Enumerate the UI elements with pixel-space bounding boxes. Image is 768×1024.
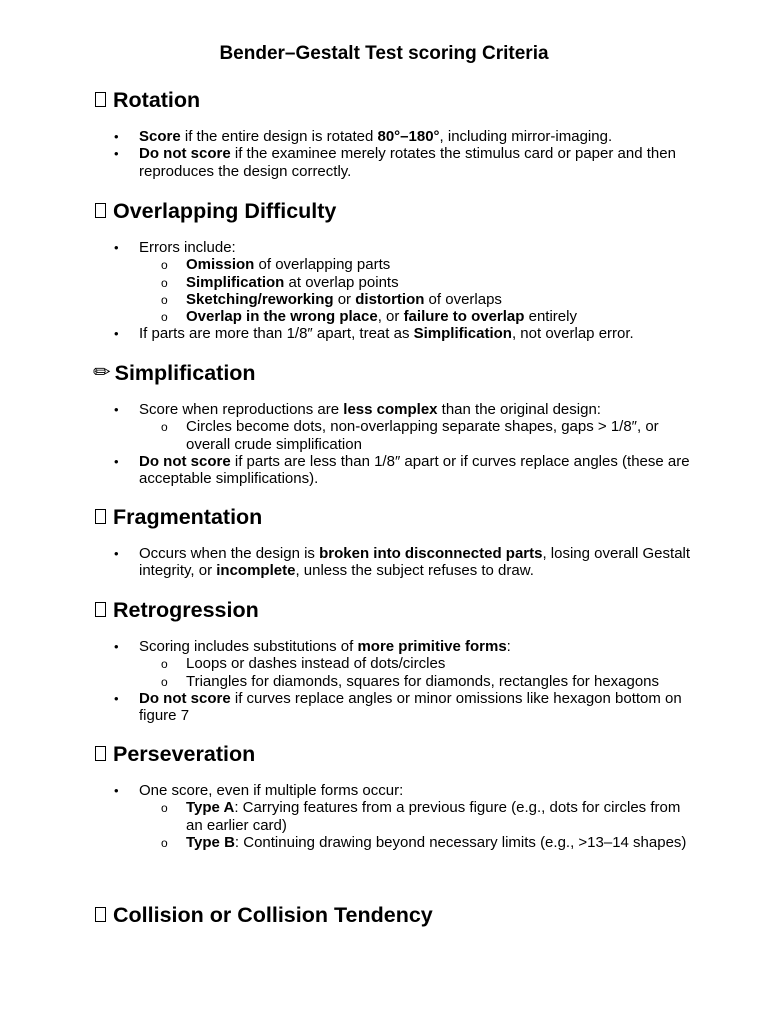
section-heading-text: Overlapping Difficulty — [113, 199, 337, 223]
section-heading — [93, 741, 693, 767]
text: : — [506, 638, 511, 655]
bullet-list — [93, 128, 693, 180]
text: of overlapping parts — [254, 256, 391, 274]
text: : Continuing drawing beyond necessary limits (e.g., >13–14 shapes) — [234, 833, 687, 851]
section-rotation — [93, 87, 693, 180]
bold-text: broken into disconnected parts — [319, 545, 543, 562]
list-item — [93, 128, 693, 145]
sub-list-item — [139, 799, 693, 834]
list-item — [93, 145, 693, 180]
bold-text: Type A — [186, 799, 235, 817]
sub-list-item — [139, 274, 693, 291]
missing-glyph-icon — [95, 92, 106, 107]
section-heading — [93, 504, 693, 530]
text: Score when reproductions are — [139, 401, 344, 418]
sub-list-item — [139, 673, 693, 690]
text: if the entire design is rotated — [180, 128, 378, 145]
text: or — [333, 290, 356, 308]
text: , including mirror-imaging. — [439, 128, 613, 145]
list-item — [93, 782, 693, 851]
bold-text: Omission — [186, 256, 255, 274]
text: , not overlap error. — [511, 325, 634, 343]
sub-bullet-list — [139, 418, 693, 453]
bold-text: Simplification — [413, 325, 512, 343]
missing-glyph-icon — [95, 509, 106, 524]
text: , losing overall Gestalt integrity, or — [139, 545, 691, 580]
text: than the original design: — [437, 401, 601, 418]
bold-text: Simplification — [186, 273, 285, 291]
text: , or — [377, 308, 404, 326]
list-item — [93, 401, 693, 453]
bold-text: Score — [139, 128, 181, 145]
section-heading-text: Collision or Collision Tendency — [113, 903, 433, 927]
pencil-icon: ✏ — [93, 361, 111, 384]
text: Scoring includes substitutions of — [139, 638, 358, 655]
section-heading-text: Retrogression — [113, 598, 259, 622]
missing-glyph-icon — [95, 907, 106, 922]
bold-text: Do not score — [139, 689, 231, 707]
text: Circles become dots, non-overlapping separate shapes, gaps > 1/8″, or overall crude simplification — [186, 418, 659, 453]
list-item — [93, 545, 693, 580]
section-heading — [93, 198, 693, 224]
text: if the examinee merely rotates the stimulus card or paper and then reproduces the design correctly. — [139, 145, 676, 180]
section-heading — [93, 360, 693, 386]
section-heading-text: Simplification — [114, 361, 256, 385]
text: entirely — [524, 308, 577, 326]
bold-text: incomplete — [216, 562, 296, 580]
text: Loops or dashes instead of dots/circles — [186, 655, 446, 673]
text: if curves replace angles or minor omissions like hexagon bottom on figure 7 — [139, 689, 682, 725]
text: if parts are less than 1/8″ apart or if curves replace angles (these are acceptable simplifications). — [139, 452, 690, 488]
text: of overlaps — [424, 290, 502, 308]
sub-list-item — [139, 291, 693, 308]
sub-bullet-list — [139, 256, 693, 325]
list-item — [93, 325, 693, 342]
sub-list-item — [139, 308, 693, 325]
bullet-list — [93, 782, 693, 851]
bullet-list — [93, 638, 693, 724]
missing-glyph-icon — [95, 602, 106, 617]
bullet-list — [93, 239, 693, 343]
sub-list-item — [139, 256, 693, 273]
missing-glyph-icon — [95, 203, 106, 218]
section-overlapping-difficulty — [93, 198, 693, 343]
text: If parts are more than 1/8″ apart, treat as — [139, 325, 414, 343]
list-item — [93, 453, 693, 488]
section-heading — [93, 597, 693, 623]
bold-text: distortion — [355, 290, 425, 308]
text: at overlap points — [284, 273, 399, 291]
text: Occurs when the design is — [139, 545, 320, 562]
sub-list-item — [139, 655, 693, 672]
section-retrogression — [93, 597, 693, 724]
list-item — [93, 638, 693, 690]
text: Errors include: — [139, 239, 236, 256]
list-item — [93, 690, 693, 725]
section-fragmentation — [93, 504, 693, 580]
bold-text: less complex — [343, 401, 438, 418]
sub-bullet-list — [139, 655, 693, 690]
bullet-list — [93, 545, 693, 580]
sub-list-item — [139, 834, 693, 851]
bold-text: Overlap in the wrong place — [186, 308, 378, 326]
sub-list-item — [139, 418, 693, 453]
bold-text: Do not score — [139, 452, 231, 470]
section-perseveration — [93, 741, 693, 851]
text: One score, even if multiple forms occur: — [139, 782, 404, 799]
section-heading-text: Perseveration — [113, 742, 256, 766]
section-heading — [93, 902, 693, 928]
section-collision — [93, 902, 693, 928]
list-item — [93, 239, 693, 325]
bold-text: failure to overlap — [403, 308, 525, 326]
missing-glyph-icon — [95, 746, 106, 761]
text: : Carrying features from a previous figure (e.g., dots for circles from an earlier card) — [186, 799, 681, 834]
bullet-list — [93, 401, 693, 487]
text: Triangles for diamonds, squares for diamonds, rectangles for hexagons — [186, 672, 660, 690]
sub-bullet-list — [139, 799, 693, 851]
section-heading-text: Fragmentation — [113, 505, 263, 529]
section-heading — [93, 87, 693, 113]
bold-text: Type B — [186, 833, 235, 851]
text: , unless the subject refuses to draw. — [295, 562, 534, 580]
bold-text: Do not score — [139, 145, 231, 163]
section-heading-text: Rotation — [113, 88, 201, 112]
bold-text: Sketching/reworking — [186, 290, 334, 308]
document-title: Bender–Gestalt Test scoring Criteria — [219, 43, 549, 64]
bold-text: 80°–180° — [377, 128, 440, 145]
section-simplification — [93, 360, 693, 487]
bold-text: more primitive forms — [357, 638, 507, 655]
